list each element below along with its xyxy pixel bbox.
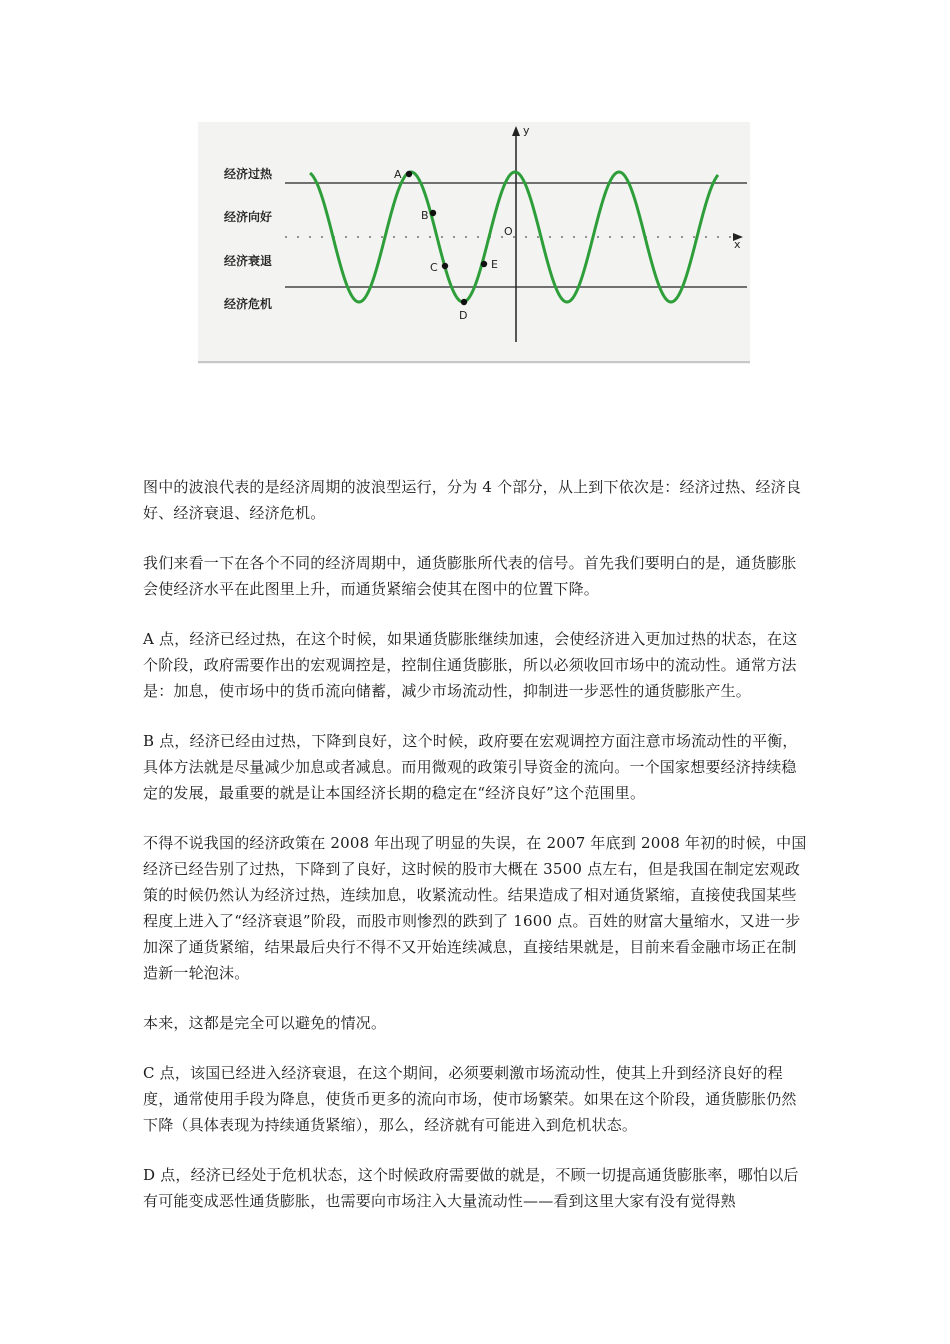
paragraph-point-c: C 点，该国已经进入经济衰退，在这个期间，必须要刺激市场流动性，使其上升到经济良好的程度，通常使用手段为降息，使货币更多的流向市场，使市场繁荣。如果在这个阶段，通货膨胀仍然下降（具体表现为持续通货紧缩），那么，经济就有可能进入到危机状态。 bbox=[143, 1064, 797, 1134]
paragraph-point-d: D 点，经济已经处于危机状态，这个时候政府需要做的就是，不顾一切提高通货膨胀率，哪怕以后有可能变成恶性通货膨胀，也需要向市场注入大量流动性——看到这里大家有没有觉得熟 bbox=[143, 1166, 799, 1210]
point-e-label: E bbox=[491, 258, 498, 271]
paragraph-2008-policy: 不得不说我国的经济政策在 2008 年出现了明显的失误，在 2007 年底到 2008 年初的时候，中国经济已经告别了过热，下降到了良好，这时候的股市大概在 3500 点左右，但是我国在制定宏观政策的时候仍然认为经济过热，连续加息，收紧流动性。结果造成了相对通货紧缩，直接使我国某些程度上进入了“经济衰退”阶段，而股市则惨烈的跌到了 1600 点。百姓的财富大量缩水，又进一步加深了通货紧缩，结果最后央行不得不又开始连续减息，直接结果就是，目前来看金融市场正在制造新一轮泡沫。 bbox=[143, 834, 807, 982]
level-label-crisis: 经济危机 bbox=[224, 297, 273, 311]
point-b bbox=[430, 210, 436, 216]
point-d-label: D bbox=[459, 309, 468, 322]
paragraph-point-b: B 点，经济已经由过热，下降到良好，这个时候，政府要在宏观调控方面注意市场流动性的平衡，具体方法就是尽量减少加息或者减息。而用微观的政策引导资金的流向。一个国家想要经济持续稳定的发展，最重要的就是让本国经济长期的稳定在“经济良好”这个范围里。 bbox=[143, 732, 798, 802]
x-axis-label: x bbox=[734, 238, 741, 251]
point-d bbox=[461, 299, 467, 305]
point-a bbox=[406, 171, 412, 177]
point-c bbox=[442, 263, 448, 269]
point-a-label: A bbox=[394, 168, 402, 181]
y-axis-label: y bbox=[523, 124, 530, 137]
point-e bbox=[481, 261, 487, 267]
paragraph-point-a: A 点，经济已经过热，在这个时候，如果通货膨胀继续加速，会使经济进入更加过热的状态，在这个阶段，政府需要作出的宏观调控是，控制住通货膨胀，所以必须收回市场中的流动性。通常方法是：加息，使市场中的货币流向储蓄，减少市场流动性，抑制进一步恶性的通货膨胀产生。 bbox=[143, 630, 798, 700]
paragraph-avoidable: 本来，这都是完全可以避免的情况。 bbox=[143, 1014, 387, 1032]
level-label-good: 经济向好 bbox=[224, 210, 273, 224]
economic-cycle-figure bbox=[198, 122, 750, 364]
paragraph-intro: 图中的波浪代表的是经济周期的波浪型运行，分为 4 个部分，从上到下依次是：经济过热、经济良好、经济衰退、经济危机。 bbox=[143, 478, 802, 522]
paragraph-inflation-signal: 我们来看一下在各个不同的经济周期中，通货膨胀所代表的信号。首先我们要明白的是，通货膨胀会使经济水平在此图里上升，而通货紧缩会使其在图中的位置下降。 bbox=[143, 554, 797, 598]
y-axis-arrow bbox=[512, 126, 520, 136]
level-label-overheat: 经济过热 bbox=[224, 167, 273, 181]
origin-label: O bbox=[504, 225, 513, 238]
article-body bbox=[143, 474, 811, 1238]
point-c-label: C bbox=[430, 261, 438, 274]
level-label-recession: 经济衰退 bbox=[224, 254, 273, 268]
point-b-label: B bbox=[421, 209, 429, 222]
cycle-diagram bbox=[198, 122, 750, 364]
